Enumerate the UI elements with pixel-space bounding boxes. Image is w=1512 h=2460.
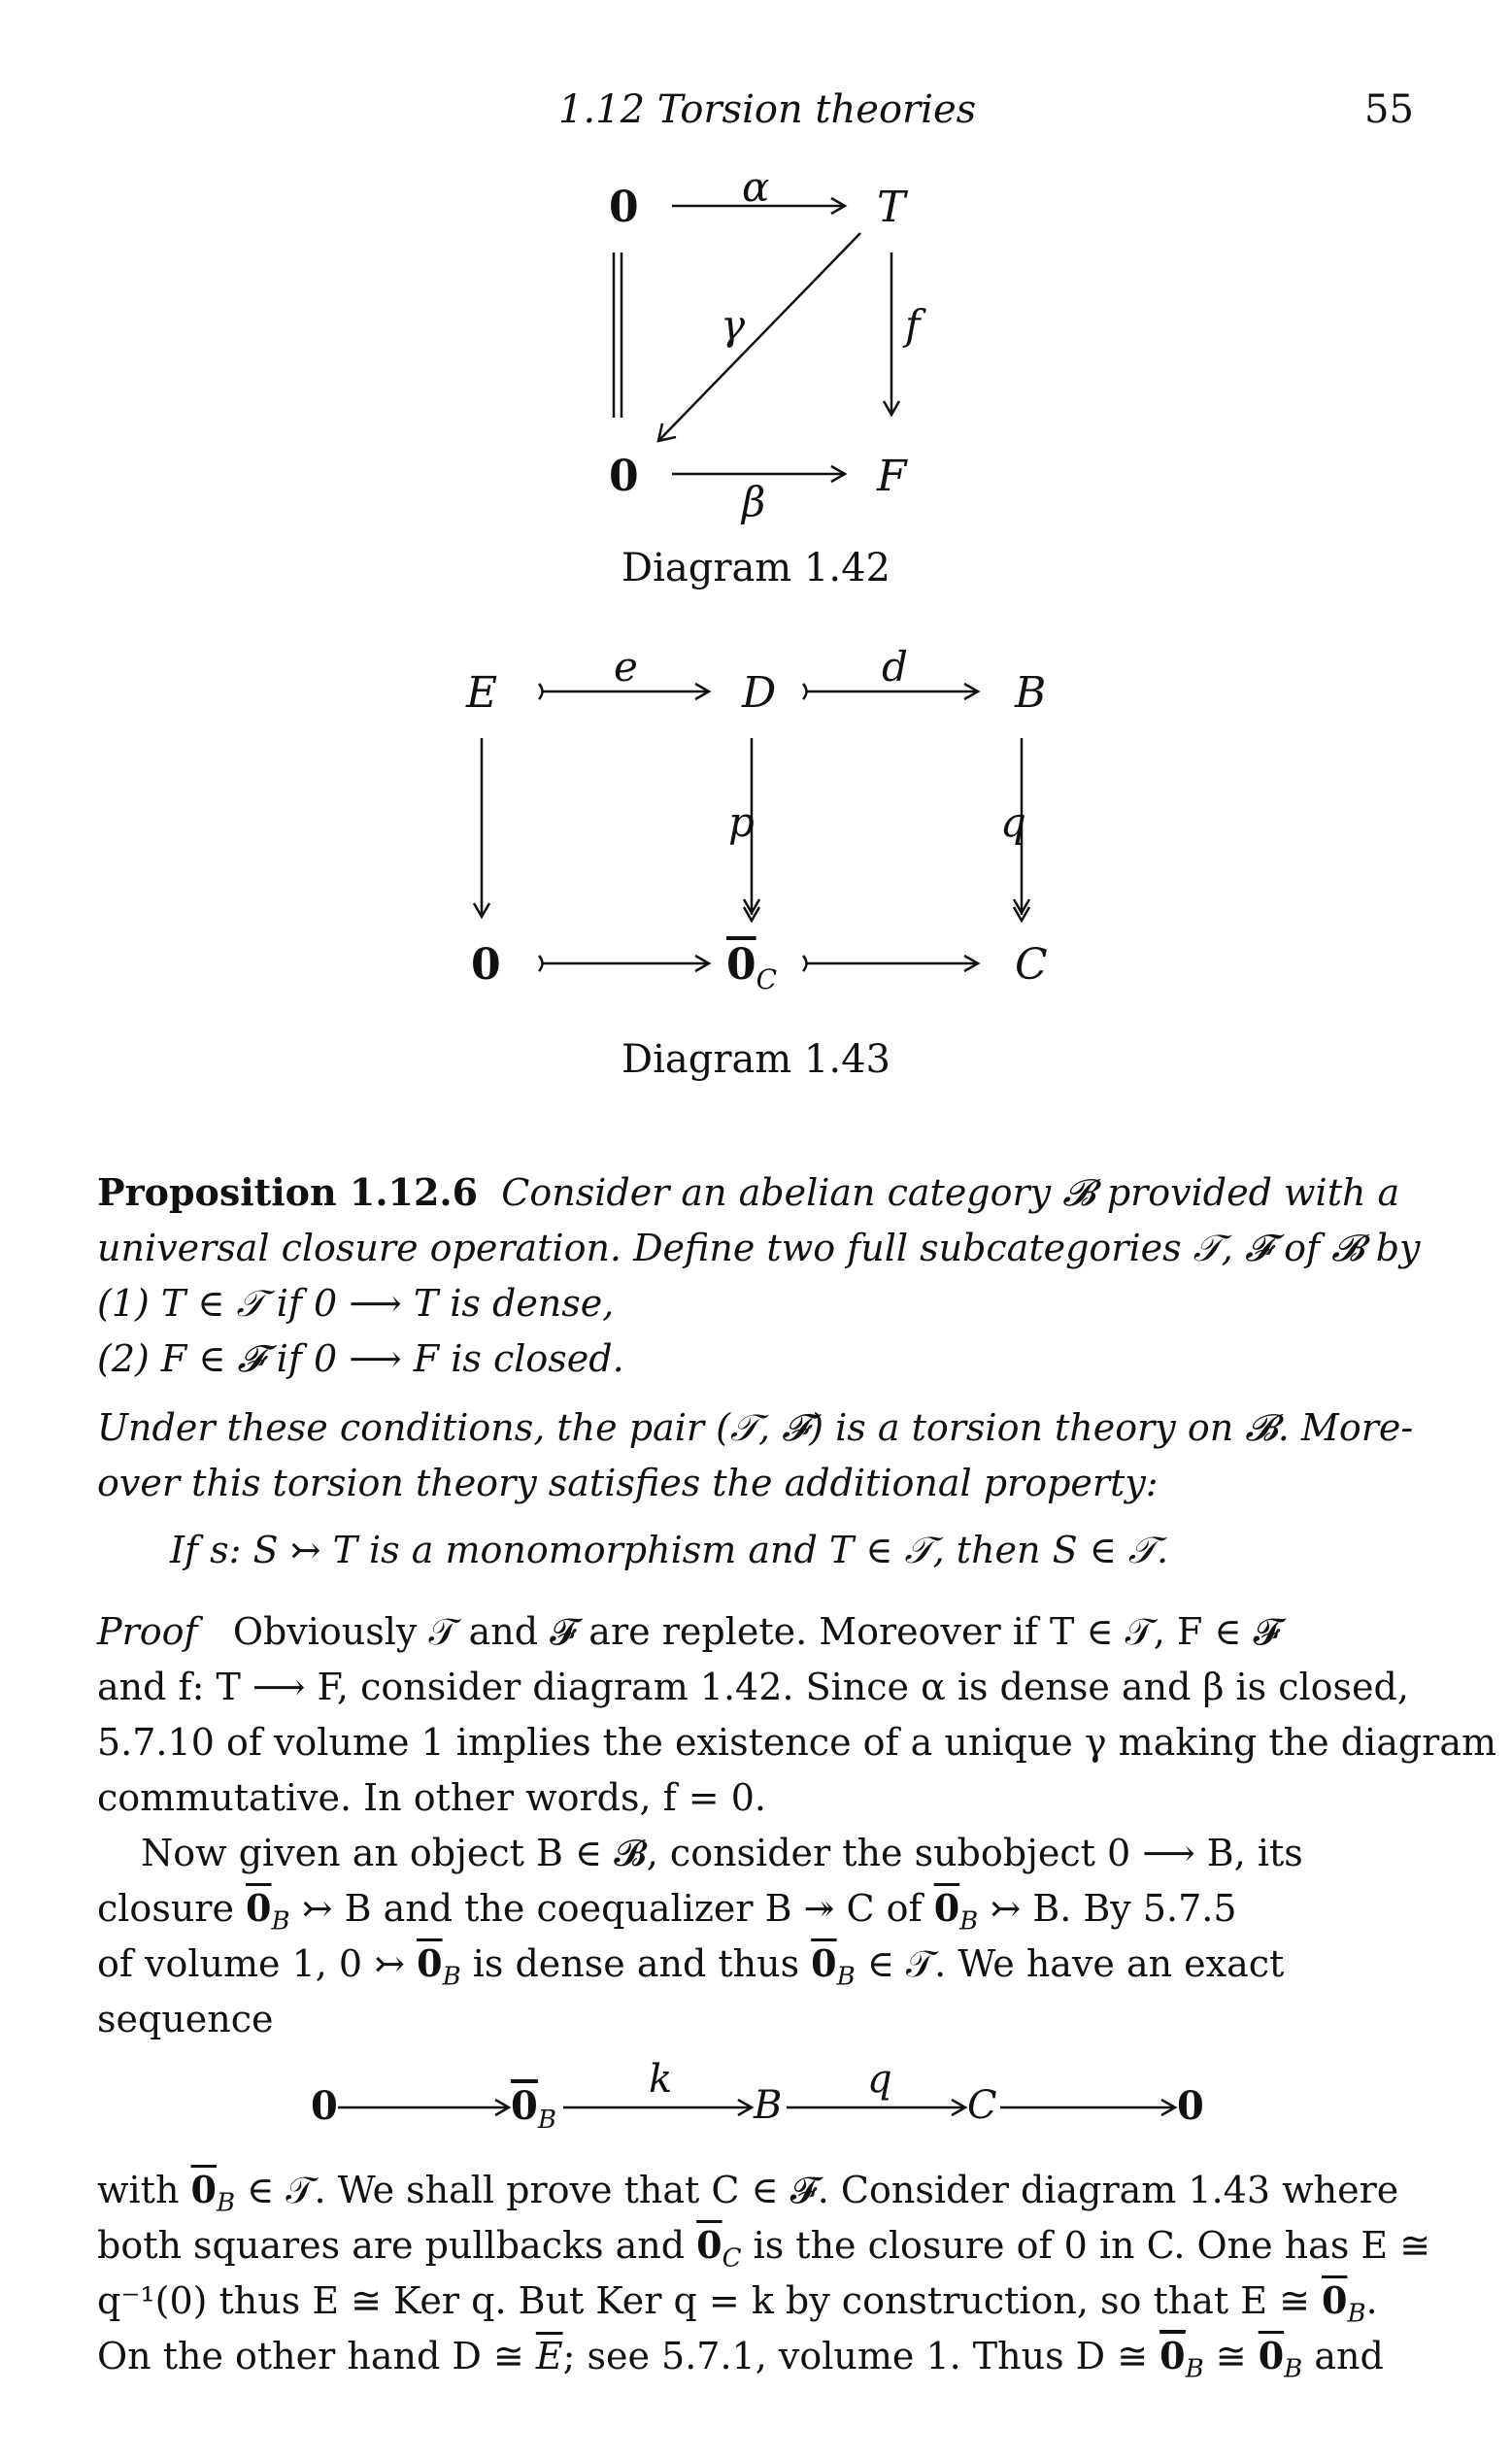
d143-label-q: q — [1000, 798, 1026, 846]
d143-obj-C: C — [1015, 940, 1048, 990]
seq-B: B — [754, 2083, 783, 2128]
d142-arrow-gamma — [660, 233, 860, 439]
proof-line-8: sequence — [97, 1998, 274, 2040]
proof-line-6: closure $0_B$ ↣ B and the coequalizer B ↠ C of $0_B$ ↣ B. By 5.7.5 — [97, 1886, 1237, 1937]
proof-line-5: Now given an object B ∈ 𝓑, consider the subobject 0 ⟶ B, its — [141, 1832, 1303, 1874]
d143-obj-B: B — [1015, 668, 1047, 718]
seq-label-k: k — [649, 2057, 673, 2102]
d143-arrows — [456, 660, 1078, 1010]
proof-line-1: Proof Obviously 𝒯 and 𝓕 are replete. Moreover if T ∈ 𝒯, F ∈ 𝓕 — [97, 1610, 1281, 1653]
d142-obj-top-left: 0 — [609, 183, 639, 232]
proposition-label: Proposition 1.12.6 — [97, 1170, 479, 1214]
seq-label-q: q — [867, 2057, 892, 2102]
proof-line-3: 5.7.10 of volume 1 implies the existence of a unique γ making the diagram — [97, 1721, 1497, 1764]
seq-C: C — [967, 2083, 997, 2128]
d142-arrows — [583, 175, 932, 495]
proof-label: Proof — [97, 1610, 198, 1653]
proposition-item-1: (1) T ∈ 𝒯 if 0 ⟶ T is dense, — [97, 1282, 615, 1325]
d143-obj-D: D — [742, 668, 777, 718]
proposition-line-2: universal closure operation. Define two full subcategories 𝒯, 𝓕 of 𝓑 by — [97, 1227, 1421, 1269]
d143-label-e: e — [614, 643, 638, 691]
d143-tail-oc — [803, 956, 807, 971]
d143-tail-zero — [539, 956, 543, 971]
proof-line-7: of volume 1, 0 ↣ $0_B$ is dense and thus $0_B$ ∈ 𝒯. We have an exact — [97, 1941, 1285, 1992]
d142-obj-bottom-right: F — [877, 452, 907, 501]
proof-line-4: commutative. In other words, f = 0. — [97, 1776, 766, 1819]
d143-obj-OC: $0_C$ — [726, 940, 778, 995]
proposition-line-1: Proposition 1.12.6 Consider an abelian category 𝓑 provided with a — [97, 1170, 1400, 1214]
proof-line-12: On the other hand D ≅ $\overline{E}$; see 5.7.1, volume 1. Thus D ≅ $0_B$ ≅ $0_B$ and — [97, 2329, 1384, 2397]
seq-zero-right: 0 — [1177, 2083, 1204, 2129]
proposition-line-4: over this torsion theory satisfies the additional property: — [97, 1462, 1159, 1504]
proposition-line-3: Under these conditions, the pair (𝒯, 𝓕) is a torsion theory on 𝓑. More- — [97, 1406, 1414, 1449]
d143-caption: Diagram 1.43 — [622, 1037, 890, 1082]
proof-line-9: with $0_B$ ∈ 𝒯. We shall prove that C ∈ 𝓕. Consider diagram 1.43 where — [97, 2168, 1399, 2218]
d142-label-beta: β — [742, 478, 766, 525]
d143-label-p: p — [728, 798, 755, 846]
page-number: 55 — [1364, 87, 1414, 132]
d142-label-alpha: α — [742, 163, 770, 211]
proof-line-2: and f: T ⟶ F, consider diagram 1.42. Since α is dense and β is closed, — [97, 1666, 1409, 1708]
seq-zero-left: 0 — [311, 2083, 338, 2129]
proposition-item-2: (2) F ∈ 𝓕 if 0 ⟶ F is closed. — [97, 1337, 624, 1380]
d142-obj-top-right: T — [877, 183, 906, 232]
d143-tail-d — [803, 684, 807, 699]
d143-obj-E: E — [466, 668, 498, 718]
seq-OB: $0_B$ — [511, 2083, 556, 2135]
seq-arrows — [330, 2088, 1185, 2127]
running-title: 1.12 Torsion theories — [558, 87, 977, 132]
d143-label-d: d — [882, 643, 908, 691]
d142-caption: Diagram 1.42 — [622, 546, 890, 590]
d143-tail-e — [539, 684, 543, 699]
proof-line-11: q⁻¹(0) thus E ≅ Ker q. But Ker q = k by construction, so that E ≅ $0_B$. — [97, 2278, 1378, 2329]
d142-label-f: f — [905, 301, 921, 349]
d142-label-gamma: γ — [721, 301, 746, 349]
proposition-property: If s: S ↣ T is a monomorphism and T ∈ 𝒯, then S ∈ 𝒯. — [170, 1529, 1169, 1571]
proof-line-10: both squares are pullbacks and $0_C$ is the closure of 0 in C. One has E ≅ — [97, 2223, 1431, 2274]
d142-obj-bottom-left: 0 — [609, 452, 639, 501]
d143-obj-zero: 0 — [471, 940, 501, 990]
